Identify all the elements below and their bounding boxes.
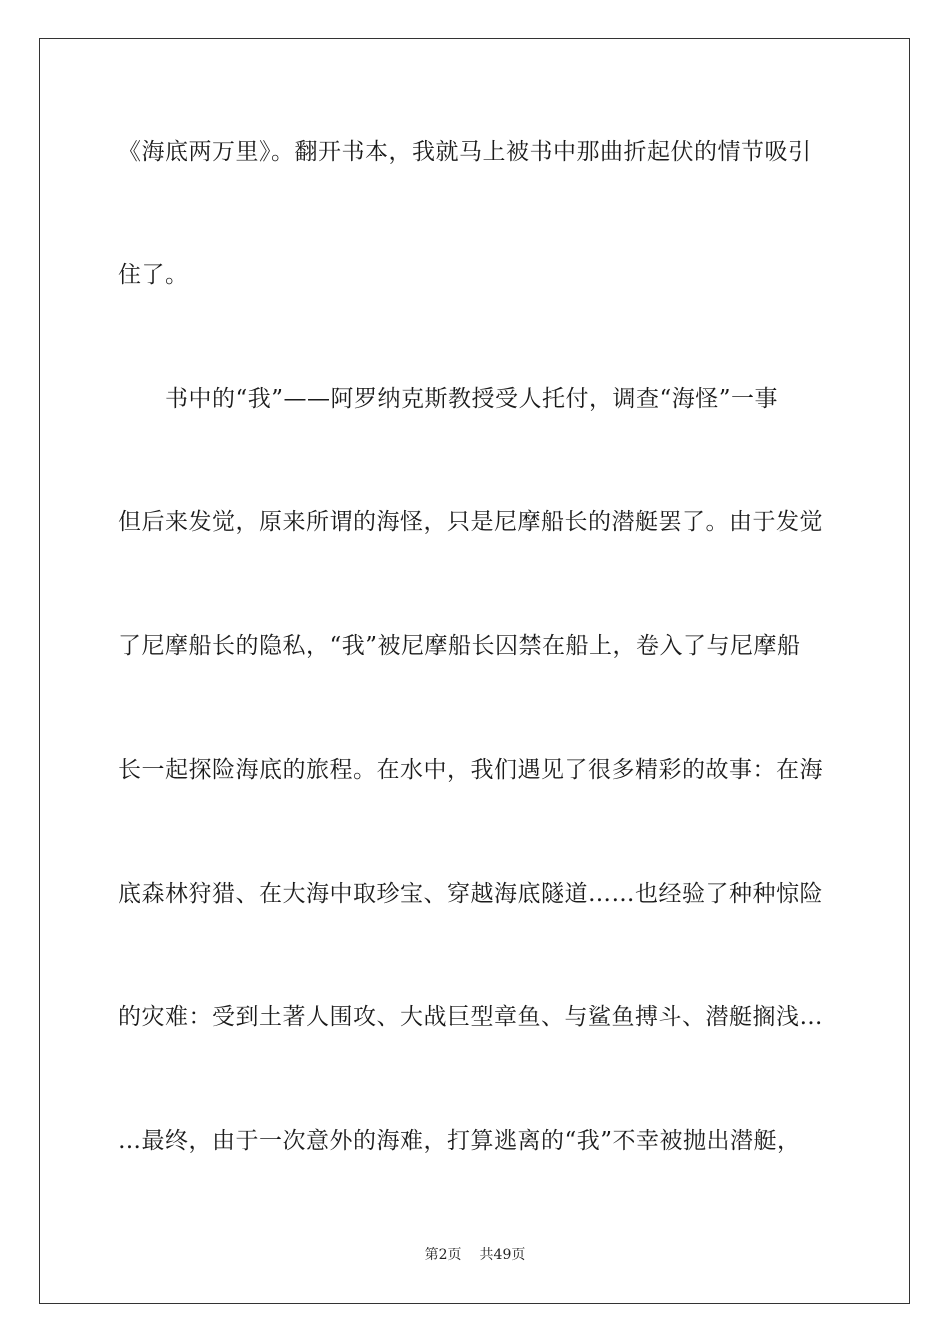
text-line-9: …最终，由于一次意外的海难，打算逃离的“我”不幸被抛出潜艇， — [118, 1128, 801, 1154]
page-border — [39, 38, 910, 1304]
page-footer — [0, 1246, 950, 1264]
text-line-6: 长一起探险海底的旅程。在水中，我们遇见了很多精彩的故事：在海 — [118, 757, 823, 783]
text-line-7: 底森林狩猎、在大海中取珍宝、穿越海底隧道……也经验了种种惊险 — [118, 881, 823, 907]
text-line-5: 了尼摩船长的隐私，“我”被尼摩船长囚禁在船上，卷入了与尼摩船 — [118, 633, 801, 659]
page-total: 共49页 — [479, 1247, 526, 1263]
text-line-1: 《海底两万里》。翻开书本，我就马上被书中那曲折起伏的情节吸引 — [118, 139, 812, 165]
page-number: 第2页 — [424, 1247, 462, 1263]
text-line-4: 但后来发觉，原来所谓的海怪，只是尼摩船长的潜艇罢了。由于发觉 — [118, 509, 823, 535]
text-line-8: 的灾难：受到土著人围攻、大战巨型章鱼、与鲨鱼搏斗、潜艇搁浅… — [118, 1004, 823, 1030]
text-line-2: 住了。 — [118, 262, 189, 288]
text-line-3: 书中的“我”——阿罗纳克斯教授受人托付，调查“海怪”一事 — [165, 386, 779, 412]
